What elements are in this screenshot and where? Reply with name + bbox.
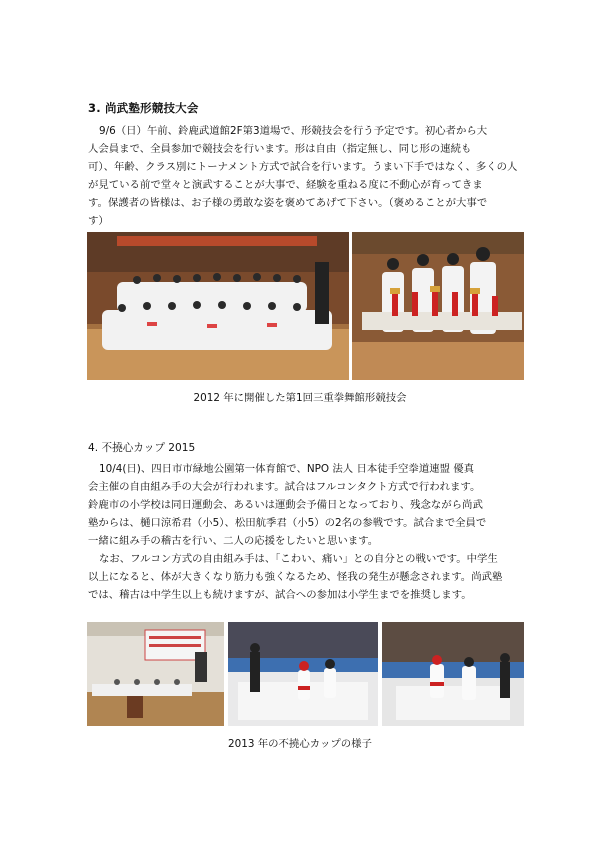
section4-line: 以上になると、体が大きくなり筋力も強くなるため、怪我の発生が懸念されます。尚武塾 (88, 571, 503, 583)
section3-line: が見ている前で堂々と演武することが大事で、経験を重ねる度に不動心が育ってきま (88, 179, 483, 191)
section3-heading: 3. 尚武塾形競技大会 (88, 101, 199, 115)
section3-line: す。保護者の皆様は、お子様の勇敢な姿を褒めてあげて下さい。（褒めることが大事で (88, 197, 488, 209)
section3-line: 9/6（日）午前、鈴鹿武道館2F第3道場で、形競技会を行う予定です。初心者から大 (99, 125, 488, 137)
section4-line: 10/4(日)、四日市市緑地公園第一体育館で、NPO 法人 日本徒手空拳道連盟 優真 (99, 463, 475, 475)
section3-line: す） (88, 215, 109, 227)
section4-line: 一緒に組み手の稽古を行い、二人の応援をしたいと思います。 (88, 535, 379, 547)
section4-line: なお、フルコン方式の自由組み手は、「こわい、痛い」との自分との戦いです。中学生 (99, 553, 498, 565)
trophy-photo (352, 232, 524, 380)
section3-caption: 2012 年に開催した第1回三重拳舞館形競技会 (193, 392, 407, 404)
section3-line: 人会員まで、全員参加で競技会を行います。形は自由（指定無し、同じ形の連続も (88, 143, 472, 155)
section4-line: 会主催の自由組み手の大会が行われます。試合はフルコンタクト方式で行われます。 (88, 481, 481, 493)
match-photo-2 (382, 622, 524, 726)
section3-line: 可）、年齢、クラス別にトーナメント方式で試合を行います。うまい下手ではなく、多くの人 (88, 161, 518, 173)
section4-caption: 2013 年の不撓心カップの様子 (228, 738, 372, 750)
section4-line: 塾からは、樋口涼希君（小5）、松田航季君（小5）の2名の参戦です。試合まで全員で (88, 517, 487, 529)
match-photo-1 (228, 622, 378, 726)
section4-line: では、稽古は中学生以上も続けますが、試合への参加は小学生までを推奨します。 (88, 589, 472, 601)
group-photo (87, 232, 349, 380)
section4-line: 鈴鹿市の小学校は同日運動会、あるいは運動会予備日となっており、残念ながら尚武 (88, 499, 483, 511)
section4-heading: 4. 不撓心カップ 2015 (88, 442, 196, 454)
gym-banner-photo (87, 622, 224, 726)
